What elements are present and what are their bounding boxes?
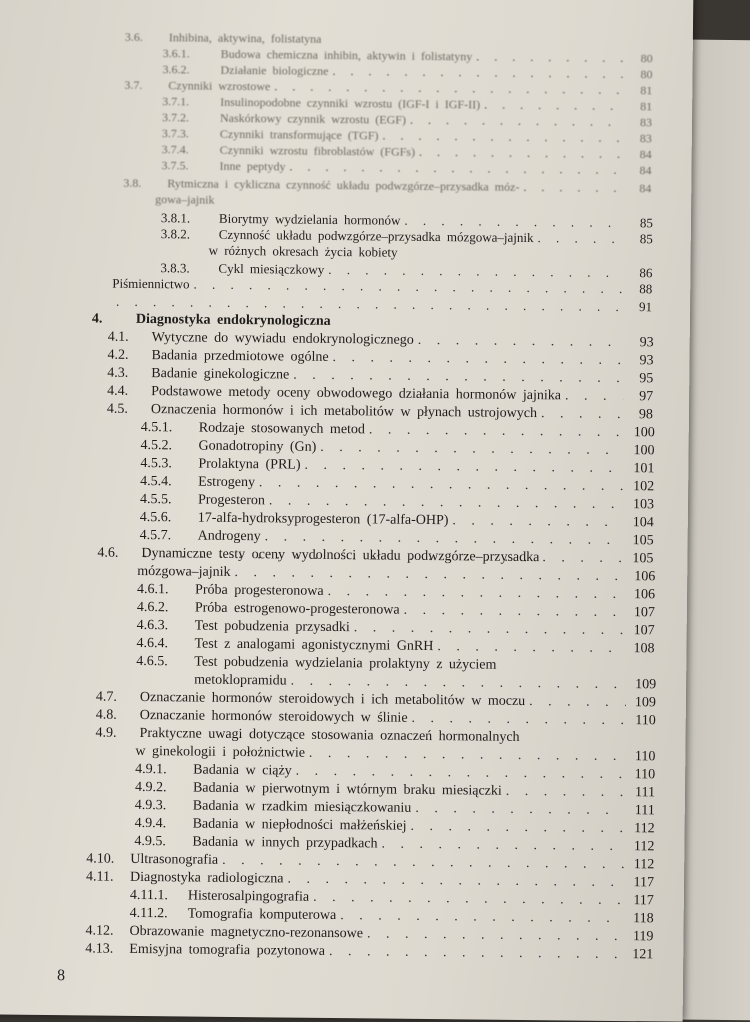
toc-entry-title: gowa–jajnik: [155, 192, 215, 207]
toc-entry-number: 4.8.: [95, 707, 117, 723]
toc-entry: [92, 311, 342, 330]
toc-entry-page: 102: [633, 479, 655, 495]
toc-entry-number: 3.6.: [124, 29, 143, 44]
toc-entry-page: 80: [640, 67, 653, 82]
toc-entry-page: 83: [639, 115, 653, 130]
toc-entry-title: Prolaktyna (PRL): [198, 456, 301, 473]
toc-entry-number: 4.11.1.: [129, 887, 168, 904]
toc-entry-page: 106: [633, 587, 656, 603]
toc-entry-title: Praktyczne uwagi dotyczące stosowania oznaczeń hormonalnych: [139, 725, 520, 745]
toc-entry-page: 112: [633, 857, 655, 873]
toc-entry-title: Czynniki wzrostowe: [168, 78, 271, 94]
toc-entry-page: 105: [632, 551, 654, 567]
toc-entry-title: Podstawowe metody oceny obwodowego działania hormonów jajnika: [151, 384, 562, 404]
toc-entry-title: Inhibina, aktywina, folistatyna: [168, 30, 322, 46]
toc-entry-number: 3.6.1.: [162, 46, 190, 61]
leader-dots: [415, 801, 625, 819]
toc-entry-title: Rytmiczna i cykliczna czynność układu podwzgórze–przysadka móz-: [167, 176, 520, 194]
toc-entry-number: 4.2.: [107, 347, 129, 363]
leader-dots: [313, 890, 624, 909]
toc-entry-number: 4.5.2.: [140, 437, 173, 454]
toc-entry-title: mózgowa–jajnik: [137, 563, 231, 580]
toc-entry: [209, 243, 509, 262]
toc-entry-number: 4.11.: [85, 869, 114, 885]
toc-entry-page: 121: [632, 947, 654, 963]
leader-dots: [404, 603, 625, 621]
toc-entry-number: 3.7.3.: [161, 126, 189, 141]
toc-entry-number: 4.5.1.: [140, 419, 173, 436]
toc-entry-number: 4.9.5.: [134, 833, 167, 850]
toc-entry-title: Próba estrogenowo-progesteronowa: [194, 600, 400, 618]
toc-entry-title: Oznaczanie hormonów steroidowych w ślinie: [139, 707, 408, 726]
leader-dots: [287, 872, 624, 892]
toc-entry-page: 109: [634, 695, 657, 711]
toc-entry-number: 4.9.2.: [134, 779, 167, 796]
leader-dots: [506, 784, 625, 801]
toc-entry-page: 101: [633, 461, 655, 477]
leader-dots: [269, 493, 624, 513]
toc-entry-number: 3.7.4.: [161, 142, 189, 157]
toc-entry-number: 4.11.2.: [129, 905, 168, 922]
toc-entry-page: 100: [633, 443, 655, 459]
toc-entry-number: 3.7.5.: [161, 158, 189, 173]
toc-entry-title: Wytyczne do wywiadu endokrynologicznego: [151, 330, 414, 348]
toc-entry-number: 4.5.6.: [139, 509, 172, 526]
toc-entry-title: Obrazowanie magnetyczno-rezonansowe: [129, 923, 364, 942]
toc-entry-title: Test pobudzenia przysadki: [194, 618, 350, 636]
leader-dots: [320, 440, 624, 459]
toc-entry-title: Biorytmy wydzielania hormonów: [218, 210, 401, 228]
toc-entry-page: 83: [639, 131, 652, 146]
toc-entry-page: 112: [633, 839, 655, 855]
toc-entry-page: 93: [639, 353, 654, 369]
toc-entry-title: Tomografia komputerowa: [187, 906, 337, 924]
leader-dots: [476, 49, 623, 66]
leader-dots: [332, 64, 622, 82]
toc-entry-page: 88: [639, 281, 653, 297]
toc-entry-page: 117: [633, 893, 654, 909]
leader-dots: [234, 565, 625, 585]
toc-entry-title: Cykl miesiączkowy: [218, 260, 325, 277]
toc-entry-title: 17-alfa-hydroksyprogesteron (17-alfa-OHP): [197, 510, 449, 529]
toc-entry-title: Badania przedmiotowe ogólne: [151, 348, 329, 365]
toc-entry-title: Badania w innych przypadkach: [192, 834, 378, 852]
toc-entry-title: Ultrasonografia: [130, 851, 219, 868]
toc-entry-number: 4.6.2.: [136, 599, 169, 616]
toc-entry-page: 81: [640, 83, 653, 98]
toc-entry-page: 112: [634, 821, 655, 837]
leader-dots: [332, 350, 623, 369]
toc-entry-number: 3.8.3.: [160, 260, 190, 276]
leader-dots: [309, 746, 626, 765]
toc-entry-number: 4.9.: [95, 725, 117, 741]
toc-entry-title: Czynność układu podwzgórze–przysadka mózgowa–jajnik: [218, 226, 534, 246]
leader-dots: [565, 388, 623, 405]
toc-entry-page: 110: [634, 749, 656, 765]
leader-dots: [291, 674, 627, 694]
toc-entry-number: 3.7.1.: [162, 94, 190, 109]
toc-entry-page: 85: [639, 231, 653, 247]
toc-entry-number: 4.6.1.: [137, 581, 169, 598]
toc-entry: [155, 192, 455, 210]
toc-entry-number: 4.9.3.: [134, 797, 167, 814]
leader-dots: [418, 333, 624, 351]
leader-dots: [541, 406, 623, 423]
toc-entry-title: Badania w rzadkim miesiączkowaniu: [192, 798, 412, 816]
toc-entry-page: 100: [633, 425, 655, 441]
leader-dots: [382, 128, 622, 146]
toc-entry-title: Rodzaje stosowanych metod: [198, 420, 366, 438]
toc-entry-number: 4.6.5.: [136, 653, 168, 670]
toc-entry-number: 3.8.2.: [160, 226, 191, 242]
toc-entry-page: 106: [634, 569, 656, 585]
leader-dots: [529, 694, 626, 711]
leader-dots: [193, 277, 622, 297]
leader-dots: [437, 639, 624, 657]
leader-dots: [304, 458, 624, 477]
toc-entry-page: 84: [639, 163, 652, 178]
toc-entry-page: 111: [634, 803, 655, 819]
toc-entry-number: 4.9.1.: [135, 761, 167, 778]
leader-dots: [411, 711, 625, 729]
toc-entry-page: 104: [632, 515, 654, 531]
toc-entry-title: w różnych okresach życia kobiety: [208, 242, 398, 260]
toc-entry: [85, 941, 653, 963]
leader-dots: [419, 145, 622, 162]
toc-entry-title: Piśmiennictwo: [112, 275, 190, 292]
leader-dots: [484, 98, 622, 114]
toc-entry-number: 4.5.5.: [139, 491, 172, 508]
toc-entry-page: 86: [639, 265, 653, 281]
toc-entry-title: Czynniki wzrostu fibroblastów (FGFs): [219, 142, 416, 159]
toc-entry-page: 84: [639, 181, 652, 196]
toc-entry-title: w ginekologii i położnictwie: [135, 743, 306, 761]
toc-entry-title: Progesteron: [197, 492, 265, 509]
toc-entry-number: 4.6.4.: [136, 635, 169, 652]
toc-entry-page: 95: [639, 371, 654, 387]
toc-entry-number: 4.4.: [107, 383, 129, 399]
leader-dots: [329, 944, 623, 963]
toc-entry-number: 3.7.: [124, 77, 143, 92]
toc-entry-number: 4.3.: [107, 365, 129, 381]
toc-entry-title: Badania w ciąży: [193, 762, 292, 779]
toc-entry-page: 97: [639, 389, 654, 405]
toc-entry-page: 85: [639, 215, 654, 231]
toc-entry-title: Emisyjna tomografia pozytonowa: [129, 941, 326, 959]
toc-entry-title: Próba progesteronowa: [195, 582, 324, 599]
toc-entry-title: Gonadotropiny (Gn): [198, 438, 317, 455]
toc-entry-page: 105: [632, 533, 654, 549]
leader-dots: [381, 837, 624, 856]
toc-entry-page: 93: [639, 335, 654, 351]
toc-entry-page: 107: [633, 605, 655, 621]
toc-entry-number: 4.: [91, 311, 103, 327]
toc-entry-number: 4.6.3.: [136, 617, 169, 634]
leader-dots: [222, 853, 624, 873]
toc-entry-number: 3.6.2.: [162, 62, 190, 77]
toc-entry-title: Insulinopodobne czynniki wzrostu (IGF-I i IGF-II): [220, 94, 481, 112]
leader-dots: [289, 160, 621, 178]
toc-entry-page: 108: [633, 641, 655, 657]
toc-entry-page: 84: [639, 147, 652, 162]
toc-entry-page: 118: [633, 911, 654, 927]
toc-entry-title: Diagnostyka radiologiczna: [129, 869, 284, 887]
toc-entry-number: 4.1.: [107, 329, 129, 345]
toc-entry-number: 4.5.4.: [140, 473, 172, 490]
toc-entry-page: 91: [638, 299, 653, 315]
toc-entry-number: 4.13.: [85, 941, 114, 957]
toc-entry-title: Oznaczanie hormonów steroidowych i ich metabolitów w moczu: [139, 689, 526, 710]
toc-entry-title: Diagnostyka endokrynologiczna: [135, 311, 331, 329]
leader-dots: [296, 764, 626, 783]
toc-entry-page: 117: [633, 875, 655, 891]
leader-dots: [523, 180, 621, 196]
toc-entry-page: 80: [640, 51, 653, 66]
toc-entry-page: 81: [640, 99, 653, 114]
leader-dots: [328, 584, 626, 603]
toc-entry-number: 4.9.4.: [134, 815, 167, 832]
toc-entry-title: Badania w pierwotnym i wtórnym braku miesiączki: [192, 780, 502, 799]
leader-dots: [410, 819, 624, 837]
toc-entry-page: 111: [634, 785, 656, 801]
toc-entry-title: Inne peptydy: [219, 158, 286, 174]
toc-entry-number: 3.8.: [123, 175, 142, 190]
toc-entry-title: Naskórkowy czynnik wzrostu (EGF): [219, 110, 407, 127]
toc-entry-title: Estrogeny: [198, 474, 256, 491]
toc-entry-title: Histerosalpingografia: [187, 888, 310, 905]
toc-entry-title: metoklopramidu: [194, 672, 287, 689]
toc-entry-title: Dynamiczne testy oceny wydolności układu podwzgórze–przysadka: [141, 545, 540, 566]
toc-entry: [194, 673, 656, 694]
toc-entry-number: 4.7.: [95, 689, 118, 705]
toc-entry-title: Oznaczenia hormonów i ich metabolitów w płynach ustrojowych: [150, 402, 538, 422]
leader-dots: [354, 620, 625, 639]
toc-entry-number: 3.7.2.: [161, 110, 190, 125]
toc-entry-title: Badanie ginekologiczne: [151, 366, 290, 383]
toc-entry-title: Działanie biologiczne: [220, 62, 329, 78]
toc-entry-number: 4.6.: [97, 545, 119, 561]
leader-dots: [369, 422, 625, 441]
toc-entry-title: Androgeny: [197, 528, 261, 545]
toc-entry-title: Czynniki transformujące (TGF): [219, 126, 379, 143]
toc-entry-number: 3.8.1.: [160, 210, 191, 226]
toc-entry-page: 119: [632, 929, 654, 945]
toc-entry-title: Test pobudzenia wydzielania prolaktyny z użyciem: [194, 654, 497, 673]
toc-entry-number: 4.12.: [85, 923, 114, 939]
leader-dots: [293, 368, 623, 387]
toc-entry-title: Test z analogami agonistycznymi GnRH: [194, 636, 434, 655]
toc-entry-page: 98: [638, 407, 654, 423]
leader-dots: [259, 475, 624, 495]
leader-dots: [452, 513, 624, 531]
toc-entry-number: 4.5.7.: [139, 527, 172, 544]
toc-entry-number: 4.5.: [106, 401, 129, 417]
toc-entry-title: Badania w niepłodności małżeńskiej: [192, 816, 407, 834]
leader-dots: [537, 230, 622, 247]
toc-entry-title: Budowa chemiczna inhibin, aktywin i folistatyny: [220, 46, 473, 64]
toc-entry-page: 103: [632, 497, 655, 513]
toc-entry-page: 110: [634, 767, 656, 783]
page-number: 8: [56, 967, 66, 985]
leader-dots: [265, 529, 624, 549]
toc-entry-page: 110: [635, 713, 656, 729]
toc-entry-page: 107: [633, 623, 655, 639]
leader-dots: [410, 113, 622, 130]
toc-entry-number: 4.5.3.: [140, 455, 172, 472]
toc-entry-page: 109: [635, 677, 657, 693]
leader-dots: [367, 926, 624, 945]
toc-entry-number: 4.10.: [86, 851, 115, 867]
leader-dots: [340, 908, 624, 927]
